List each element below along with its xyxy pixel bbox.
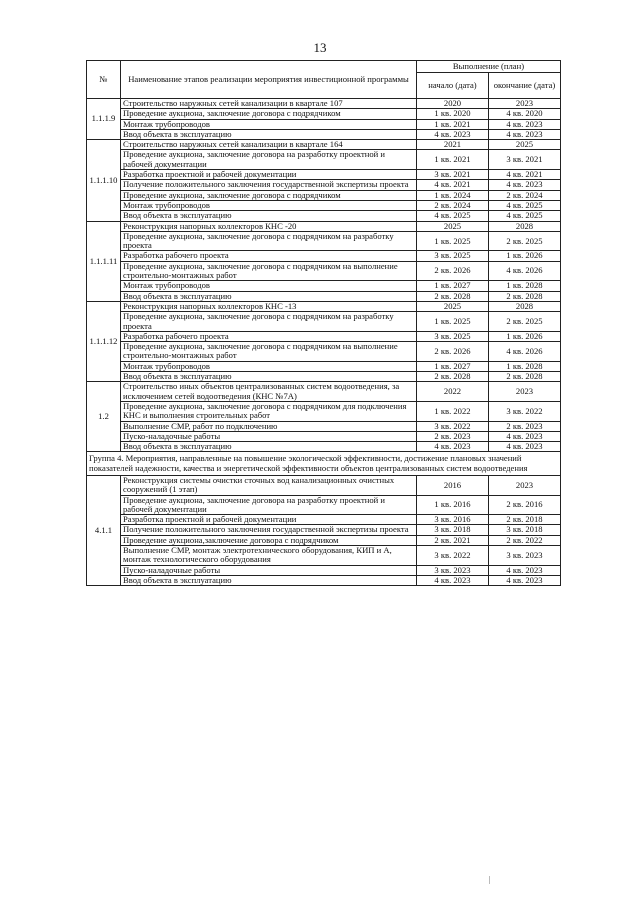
start-date: 2 кв. 2026 [417, 342, 489, 362]
start-date: 4 кв. 2023 [417, 129, 489, 139]
start-date: 2 кв. 2026 [417, 261, 489, 281]
start-date: 2016 [417, 475, 489, 495]
start-date: 3 кв. 2022 [417, 546, 489, 566]
table-row [87, 99, 561, 109]
table-row [87, 525, 561, 535]
table-row [87, 401, 561, 421]
stage-name: Разработка рабочего проекта [121, 251, 417, 261]
stage-name: Пуско-наладочные работы [121, 431, 417, 441]
start-date: 3 кв. 2025 [417, 251, 489, 261]
table-row [87, 261, 561, 281]
table-row [87, 495, 561, 515]
start-date: 2 кв. 2024 [417, 200, 489, 210]
start-date: 4 кв. 2025 [417, 211, 489, 221]
table-row [87, 180, 561, 190]
start-date: 3 кв. 2018 [417, 525, 489, 535]
table-row [87, 431, 561, 441]
stage-name: Ввод объекта в эксплуатацию [121, 129, 417, 139]
table-row [87, 119, 561, 129]
start-date: 3 кв. 2022 [417, 421, 489, 431]
group-title: Группа 4. Мероприятия, направленные на повышение экологической эффективности, достижение плановых значений показателей надежности, качества и энергетической эффективности объектов централизованных систем водоотведения [87, 452, 561, 476]
end-date: 2 кв. 2028 [489, 372, 561, 382]
table-row [87, 575, 561, 585]
item-number: 1.1.1.9 [87, 99, 121, 140]
stage-name: Получение положительного заключения государственной экспертизы проекта [121, 180, 417, 190]
start-date: 4 кв. 2023 [417, 442, 489, 452]
start-date: 4 кв. 2021 [417, 180, 489, 190]
start-date: 1 кв. 2021 [417, 150, 489, 170]
stage-name: Строительство наружных сетей канализации в квартале 164 [121, 140, 417, 150]
stage-name: Монтаж трубопроводов [121, 281, 417, 291]
item-number: 1.1.1.10 [87, 140, 121, 221]
start-date: 1 кв. 2022 [417, 401, 489, 421]
end-date: 2025 [489, 140, 561, 150]
end-date: 1 кв. 2028 [489, 281, 561, 291]
end-date: 2 кв. 2022 [489, 535, 561, 545]
start-date: 1 кв. 2025 [417, 312, 489, 332]
stage-name: Выполнение СМР, работ по подключению [121, 421, 417, 431]
start-date: 2025 [417, 221, 489, 231]
stage-name: Проведение аукциона,заключение договора с подрядчиком [121, 535, 417, 545]
page-number: 13 [313, 40, 327, 55]
table-body [87, 99, 561, 586]
start-date: 2 кв. 2028 [417, 291, 489, 301]
start-date: 2022 [417, 382, 489, 402]
table-row [87, 221, 561, 231]
start-date: 2 кв. 2028 [417, 372, 489, 382]
end-date: 4 кв. 2023 [489, 575, 561, 585]
table-row [87, 331, 561, 341]
end-date: 4 кв. 2025 [489, 211, 561, 221]
table-row [87, 129, 561, 139]
start-date: 3 кв. 2023 [417, 565, 489, 575]
stage-name: Проведение аукциона, заключение договора с подрядчиком на разработку проекта [121, 312, 417, 332]
end-date: 4 кв. 2023 [489, 119, 561, 129]
stage-name: Проведение аукциона, заключение договора на разработку проектной и рабочей документации [121, 150, 417, 170]
end-date: 4 кв. 2020 [489, 109, 561, 119]
stage-name: Монтаж трубопроводов [121, 361, 417, 371]
table-row [87, 231, 561, 251]
table-row [87, 291, 561, 301]
table-row [87, 565, 561, 575]
end-date: 4 кв. 2025 [489, 200, 561, 210]
col-header-execution: Выполнение (план) [417, 61, 561, 73]
stage-name: Монтаж трубопроводов [121, 200, 417, 210]
investment-program-table [86, 60, 561, 586]
start-date: 2020 [417, 99, 489, 109]
end-date: 1 кв. 2028 [489, 361, 561, 371]
start-date: 2 кв. 2023 [417, 431, 489, 441]
table-row [87, 546, 561, 566]
table-row [87, 442, 561, 452]
end-date: 2 кв. 2023 [489, 421, 561, 431]
end-date: 3 кв. 2022 [489, 401, 561, 421]
end-date: 3 кв. 2023 [489, 546, 561, 566]
end-date: 1 кв. 2026 [489, 331, 561, 341]
table-row [87, 342, 561, 362]
group-row [87, 452, 561, 476]
stage-name: Пуско-наладочные работы [121, 565, 417, 575]
stage-name: Проведение аукциона, заключение договора на разработку проектной и рабочей документации [121, 495, 417, 515]
end-date: 4 кв. 2023 [489, 442, 561, 452]
stage-name: Проведение аукциона, заключение договора с подрядчиком [121, 109, 417, 119]
end-date: 2023 [489, 99, 561, 109]
stage-name: Выполнение СМР, монтаж электротехнического оборудования, КИП и А, монтаж технологического оборудования [121, 546, 417, 566]
end-date: 2 кв. 2025 [489, 231, 561, 251]
stage-name: Монтаж трубопроводов [121, 119, 417, 129]
table-row [87, 382, 561, 402]
end-date: 3 кв. 2018 [489, 525, 561, 535]
end-date: 4 кв. 2026 [489, 342, 561, 362]
table-row [87, 421, 561, 431]
table-row [87, 535, 561, 545]
table-row [87, 200, 561, 210]
table-row [87, 301, 561, 311]
end-date: 1 кв. 2026 [489, 251, 561, 261]
end-date: 2 кв. 2024 [489, 190, 561, 200]
stage-name: Проведение аукциона, заключение договора с подрядчиком на выполнение строительно-монтажных работ [121, 342, 417, 362]
stage-name: Строительство иных объектов централизованных систем водоотведения, за исключением сетей водоотведения (КНС №7А) [121, 382, 417, 402]
table-row [87, 361, 561, 371]
table-row [87, 515, 561, 525]
end-date: 4 кв. 2023 [489, 129, 561, 139]
start-date: 1 кв. 2020 [417, 109, 489, 119]
table-row [87, 109, 561, 119]
item-number: 1.1.1.12 [87, 301, 121, 381]
table-row [87, 140, 561, 150]
start-date: 1 кв. 2025 [417, 231, 489, 251]
stage-name: Строительство наружных сетей канализации в квартале 107 [121, 99, 417, 109]
end-date: 2 кв. 2025 [489, 312, 561, 332]
table-row [87, 211, 561, 221]
stage-name: Получение положительного заключения государственной экспертизы проекта [121, 525, 417, 535]
start-date: 2025 [417, 301, 489, 311]
start-date: 1 кв. 2027 [417, 361, 489, 371]
stage-name: Ввод объекта в эксплуатацию [121, 372, 417, 382]
end-date: 4 кв. 2026 [489, 261, 561, 281]
stage-name: Проведение аукциона, заключение договора с подрядчиком для подключения КНС и выполнения строительных работ [121, 401, 417, 421]
col-header-number: № [87, 61, 121, 99]
table-row [87, 372, 561, 382]
table-row [87, 475, 561, 495]
end-date: 2023 [489, 382, 561, 402]
end-date: 4 кв. 2023 [489, 431, 561, 441]
col-header-start: начало (дата) [417, 73, 489, 99]
stage-name: Разработка проектной и рабочей документации [121, 515, 417, 525]
start-date: 3 кв. 2016 [417, 515, 489, 525]
stage-name: Ввод объекта в эксплуатацию [121, 211, 417, 221]
stage-name: Ввод объекта в эксплуатацию [121, 442, 417, 452]
start-date: 1 кв. 2024 [417, 190, 489, 200]
stage-name: Разработка рабочего проекта [121, 331, 417, 341]
col-header-name: Наименование этапов реализации мероприятия инвестиционной программы [121, 61, 417, 99]
stage-name: Реконструкция системы очистки сточных вод канализационных очистных сооружений (1 этап) [121, 475, 417, 495]
table-row [87, 251, 561, 261]
item-number: 1.2 [87, 382, 121, 452]
item-number: 1.1.1.11 [87, 221, 121, 301]
start-date: 1 кв. 2027 [417, 281, 489, 291]
start-date: 2021 [417, 140, 489, 150]
table-row [87, 312, 561, 332]
table-row [87, 190, 561, 200]
start-date: 3 кв. 2021 [417, 170, 489, 180]
end-date: 4 кв. 2023 [489, 180, 561, 190]
end-date: 3 кв. 2021 [489, 150, 561, 170]
start-date: 1 кв. 2021 [417, 119, 489, 129]
stage-name: Ввод объекта в эксплуатацию [121, 291, 417, 301]
end-date: 2028 [489, 221, 561, 231]
end-date: 4 кв. 2023 [489, 565, 561, 575]
start-date: 2 кв. 2021 [417, 535, 489, 545]
table-row [87, 281, 561, 291]
end-date: 2 кв. 2018 [489, 515, 561, 525]
stage-name: Реконструкция напорных коллекторов КНС -13 [121, 301, 417, 311]
stage-name: Реконструкция напорных коллекторов КНС -20 [121, 221, 417, 231]
start-date: 3 кв. 2025 [417, 331, 489, 341]
stage-name: Проведение аукциона, заключение договора с подрядчиком на выполнение строительно-монтажных работ [121, 261, 417, 281]
stage-name: Проведение аукциона, заключение договора с подрядчиком на разработку проекта [121, 231, 417, 251]
end-date: 4 кв. 2021 [489, 170, 561, 180]
start-date: 1 кв. 2016 [417, 495, 489, 515]
stage-name: Разработка проектной и рабочей документации [121, 170, 417, 180]
end-date: 2028 [489, 301, 561, 311]
end-date: 2023 [489, 475, 561, 495]
end-date: 2 кв. 2016 [489, 495, 561, 515]
start-date: 4 кв. 2023 [417, 575, 489, 585]
col-header-end: окончание (дата) [489, 73, 561, 99]
table-row [87, 150, 561, 170]
table-row [87, 170, 561, 180]
end-date: 2 кв. 2028 [489, 291, 561, 301]
item-number: 4.1.1 [87, 475, 121, 585]
scan-mark [489, 876, 490, 884]
stage-name: Проведение аукциона, заключение договора с подрядчиком [121, 190, 417, 200]
stage-name: Ввод объекта в эксплуатацию [121, 575, 417, 585]
